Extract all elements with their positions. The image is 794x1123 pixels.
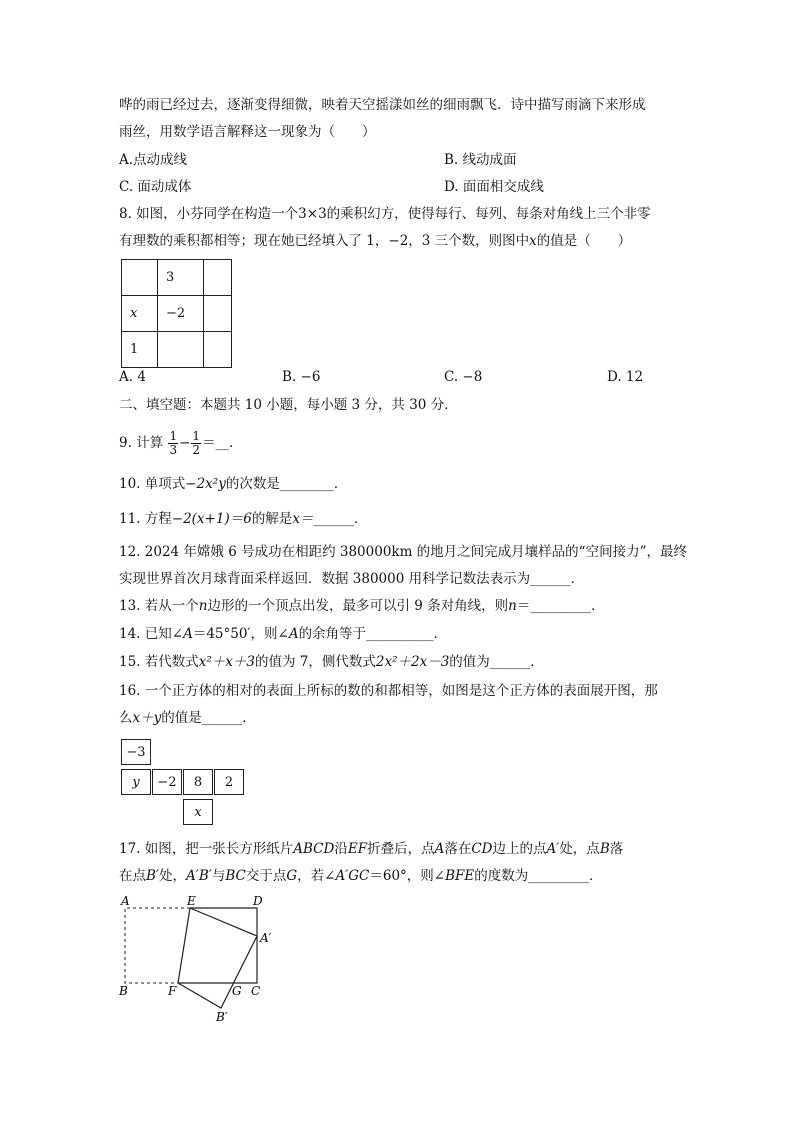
q12-line1: 12. 2024 年嫦娥 6 号成功在相距约 380000km 的地月之间完成月壤样品的“空间接力”，最终 <box>119 544 687 560</box>
grid-cell <box>158 332 204 368</box>
q7-line2: 雨丝，用数学语言解释这一现象为（ ） <box>119 124 376 140</box>
q17-line2: 在点B′处，A′B′与BC交于点G，若∠A′GC＝60°，则∠BFE的度数为_________． <box>119 868 603 884</box>
label-b: B <box>119 984 128 998</box>
net-cell: 2 <box>214 769 244 795</box>
fraction: $\frac{1}{3}$ <box>169 429 178 457</box>
q9: 9. 计算 $\frac{1}{3}$ − $\frac{1}{2}$ ＝__． <box>119 429 243 457</box>
label-c: C <box>251 984 261 998</box>
fraction: $\frac{1}{2}$ <box>192 429 201 457</box>
magic-square-grid <box>121 259 232 368</box>
q12-line2: 实现世界首次月球背面采样返回．数据 380000 用科学记数法表示为______． <box>119 571 585 587</box>
label-g: G <box>232 984 242 998</box>
label-d: D <box>253 894 263 908</box>
grid-cell <box>122 260 158 296</box>
q8-line2: 有理数的乘积都相等；现在她已经填入了 1，−2，3 三个数，则图中x的值是（ ） <box>119 233 632 249</box>
q7-option-b: B. 线动成面 <box>444 152 517 168</box>
grid-cell: x <box>122 296 158 332</box>
q10: 10. 单项式−2x²y的次数是________． <box>119 476 348 492</box>
label-e: E <box>187 894 196 908</box>
net-cell: 8 <box>183 769 213 795</box>
section-heading: 二、填空题：本题共 10 小题，每小题 3 分，共 30 分． <box>119 397 458 413</box>
q16-line2: 么x＋y的值是______． <box>119 710 256 726</box>
label-a-prime: A′ <box>260 931 272 945</box>
grid-cell <box>204 260 232 296</box>
q16-line1: 16. 一个正方体的相对的表面上所标的数的和都相等，如图是这个正方体的表面展开图，那 <box>119 683 658 699</box>
q8-option-c: C. −8 <box>444 369 483 385</box>
grid-cell: 3 <box>158 260 204 296</box>
q7-option-d: D. 面面相交成线 <box>444 179 544 195</box>
net-cell: −3 <box>121 739 151 765</box>
grid-cell: −2 <box>158 296 204 332</box>
fold-figure <box>110 890 290 1025</box>
label-f: F <box>168 984 177 998</box>
net-cell: −2 <box>152 769 182 795</box>
grid-cell <box>204 332 232 368</box>
label-a: A <box>121 894 130 908</box>
q7-option-c: C. 面动成体 <box>119 179 192 195</box>
cube-net <box>121 739 245 829</box>
q11: 11. 方程−2(x+1)＝6的解是x＝______． <box>119 511 368 527</box>
q8-option-a: A. 4 <box>119 369 146 385</box>
q7-line1: 哗的雨已经过去，逐渐变得细微，映着天空摇漾如丝的细雨飘飞．诗中描写雨滴下来形成 <box>119 97 646 113</box>
q7-option-a: A.点动成线 <box>119 152 188 168</box>
label-b-prime: B′ <box>216 1010 228 1024</box>
net-cell: x <box>183 799 213 825</box>
folded-part <box>178 908 257 1008</box>
grid-cell: 1 <box>122 332 158 368</box>
fold-line <box>178 908 190 983</box>
grid-cell <box>204 296 232 332</box>
q8-option-d: D. 12 <box>607 369 644 385</box>
q8-line1: 8. 如图，小芬同学在构造一个3×3的乘积幻方，使得每行、每列、每条对角线上三个非零 <box>119 206 651 222</box>
q14: 14. 已知∠A＝45°50′，则∠A的余角等于__________． <box>119 626 448 642</box>
q13: 13. 若从一个n边形的一个顶点出发，最多可以引 9 条对角线，则n＝_________． <box>119 598 605 614</box>
q15: 15. 若代数式x²＋x＋3的值为 7，侧代数式2x²＋2x－3的值为______． <box>119 654 544 670</box>
net-cell: y <box>121 769 151 795</box>
q17-line1: 17. 如图，把一张长方形纸片ABCD沿EF折叠后，点A落在CD边上的点A′处，点B落 <box>119 841 624 857</box>
q8-option-b: B. −6 <box>282 369 321 385</box>
